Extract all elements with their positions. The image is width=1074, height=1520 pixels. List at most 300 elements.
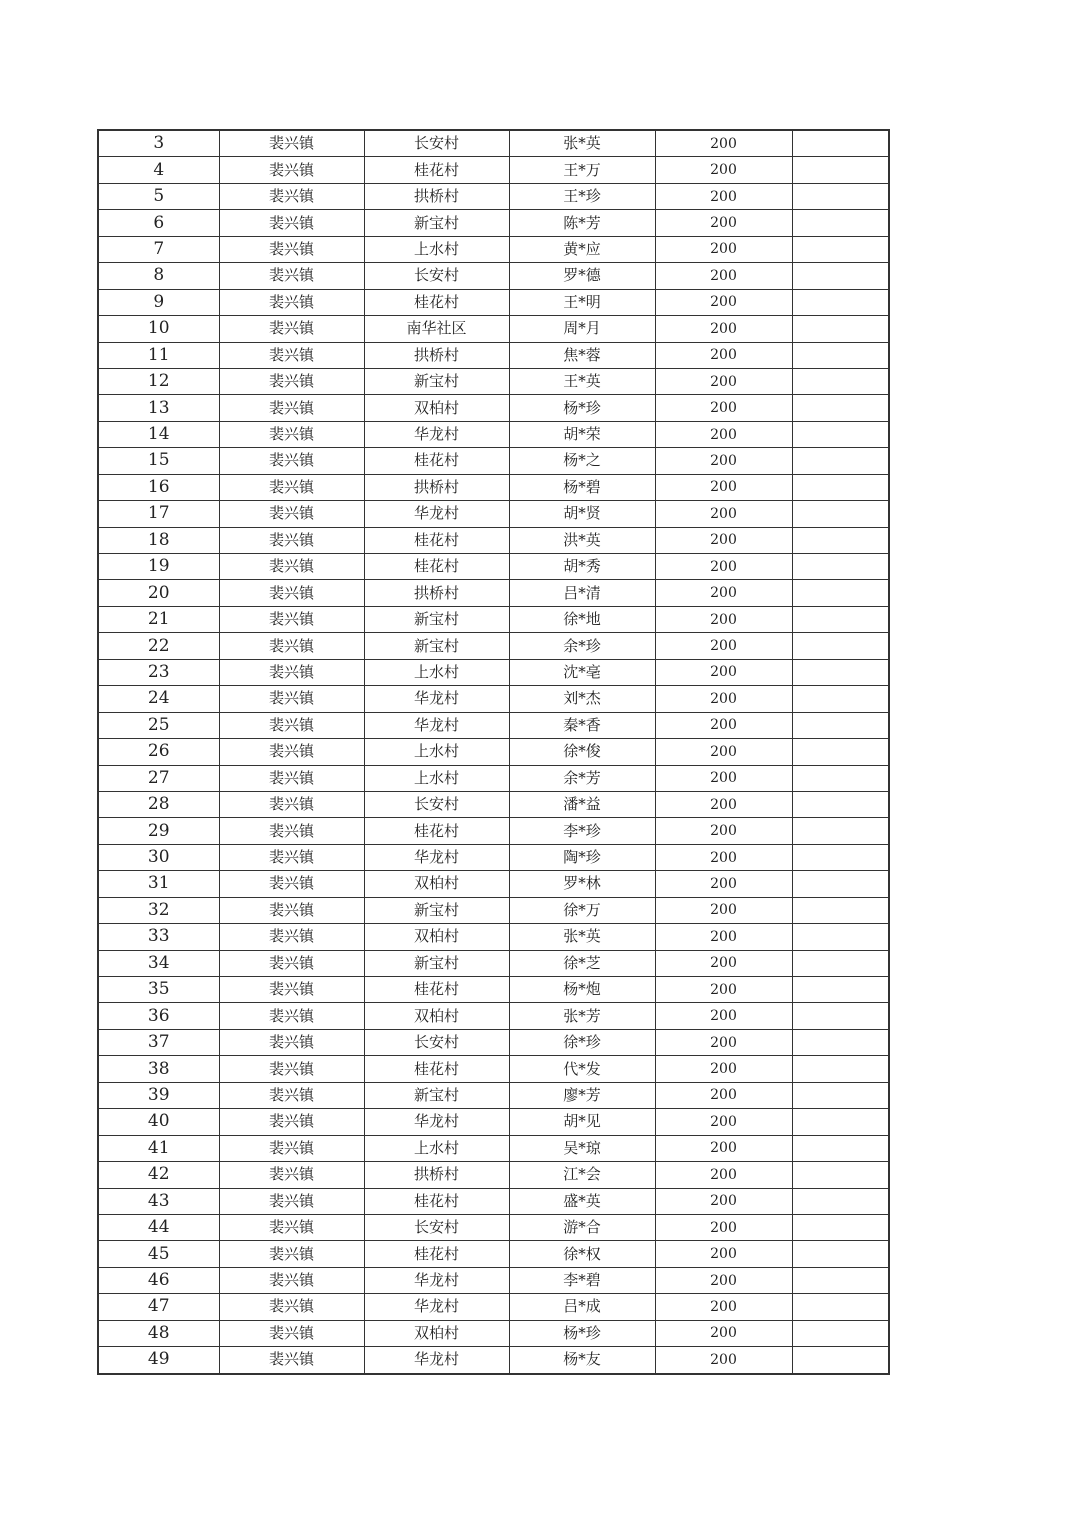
- cell-amount: 200: [655, 1003, 792, 1029]
- cell-person-name: 江*会: [509, 1162, 655, 1188]
- cell-village: 桂花村: [364, 1056, 509, 1082]
- cell-note: [792, 1267, 889, 1293]
- table-row: [98, 342, 889, 368]
- cell-person-name: 刘*杰: [509, 686, 655, 712]
- cell-village: 长安村: [364, 791, 509, 817]
- cell-village: 长安村: [364, 263, 509, 289]
- cell-town: 裴兴镇: [219, 421, 364, 447]
- cell-amount: 200: [655, 950, 792, 976]
- table-row: [98, 263, 889, 289]
- table-row: [98, 897, 889, 923]
- cell-serial-number: 31: [98, 871, 219, 897]
- cell-note: [792, 474, 889, 500]
- cell-town: 裴兴镇: [219, 1347, 364, 1374]
- cell-town: 裴兴镇: [219, 210, 364, 236]
- cell-village: 长安村: [364, 130, 509, 157]
- table-row: [98, 236, 889, 262]
- cell-person-name: 杨*友: [509, 1347, 655, 1374]
- cell-village: 长安村: [364, 1029, 509, 1055]
- cell-person-name: 胡*见: [509, 1109, 655, 1135]
- cell-town: 裴兴镇: [219, 474, 364, 500]
- cell-person-name: 陶*珍: [509, 844, 655, 870]
- cell-serial-number: 10: [98, 316, 219, 342]
- cell-amount: 200: [655, 1267, 792, 1293]
- table-row: [98, 1214, 889, 1240]
- cell-village: 拱桥村: [364, 183, 509, 209]
- cell-note: [792, 263, 889, 289]
- cell-town: 裴兴镇: [219, 183, 364, 209]
- cell-note: [792, 448, 889, 474]
- cell-town: 裴兴镇: [219, 263, 364, 289]
- cell-amount: 200: [655, 474, 792, 500]
- cell-serial-number: 30: [98, 844, 219, 870]
- cell-village: 拱桥村: [364, 1162, 509, 1188]
- cell-village: 新宝村: [364, 606, 509, 632]
- cell-note: [792, 950, 889, 976]
- cell-town: 裴兴镇: [219, 765, 364, 791]
- cell-serial-number: 49: [98, 1347, 219, 1374]
- cell-note: [792, 924, 889, 950]
- cell-serial-number: 15: [98, 448, 219, 474]
- cell-amount: 200: [655, 289, 792, 315]
- table-row: [98, 686, 889, 712]
- cell-amount: 200: [655, 1188, 792, 1214]
- table-row: [98, 1294, 889, 1320]
- cell-person-name: 余*芳: [509, 765, 655, 791]
- cell-town: 裴兴镇: [219, 791, 364, 817]
- cell-note: [792, 633, 889, 659]
- cell-person-name: 盛*英: [509, 1188, 655, 1214]
- cell-serial-number: 9: [98, 289, 219, 315]
- table-row: [98, 210, 889, 236]
- cell-village: 上水村: [364, 1135, 509, 1161]
- cell-note: [792, 1162, 889, 1188]
- cell-note: [792, 1109, 889, 1135]
- cell-town: 裴兴镇: [219, 950, 364, 976]
- cell-note: [792, 765, 889, 791]
- cell-note: [792, 368, 889, 394]
- cell-serial-number: 11: [98, 342, 219, 368]
- cell-serial-number: 26: [98, 739, 219, 765]
- cell-serial-number: 47: [98, 1294, 219, 1320]
- cell-town: 裴兴镇: [219, 1162, 364, 1188]
- cell-person-name: 王*万: [509, 157, 655, 183]
- cell-town: 裴兴镇: [219, 871, 364, 897]
- cell-town: 裴兴镇: [219, 1241, 364, 1267]
- cell-amount: 200: [655, 791, 792, 817]
- cell-note: [792, 289, 889, 315]
- cell-amount: 200: [655, 316, 792, 342]
- cell-amount: 200: [655, 395, 792, 421]
- cell-serial-number: 29: [98, 818, 219, 844]
- cell-person-name: 李*珍: [509, 818, 655, 844]
- cell-amount: 200: [655, 765, 792, 791]
- cell-village: 华龙村: [364, 501, 509, 527]
- cell-person-name: 廖*芳: [509, 1082, 655, 1108]
- table-row: [98, 316, 889, 342]
- cell-village: 桂花村: [364, 527, 509, 553]
- cell-serial-number: 17: [98, 501, 219, 527]
- table-row: [98, 1188, 889, 1214]
- cell-serial-number: 8: [98, 263, 219, 289]
- cell-serial-number: 20: [98, 580, 219, 606]
- cell-note: [792, 977, 889, 1003]
- table-row: [98, 1320, 889, 1346]
- data-table: [97, 129, 890, 1375]
- cell-village: 新宝村: [364, 1082, 509, 1108]
- table-row: [98, 606, 889, 632]
- cell-person-name: 徐*珍: [509, 1029, 655, 1055]
- cell-town: 裴兴镇: [219, 1214, 364, 1240]
- cell-serial-number: 19: [98, 554, 219, 580]
- cell-village: 华龙村: [364, 712, 509, 738]
- cell-note: [792, 1241, 889, 1267]
- table-row: [98, 1082, 889, 1108]
- cell-serial-number: 48: [98, 1320, 219, 1346]
- cell-town: 裴兴镇: [219, 395, 364, 421]
- cell-town: 裴兴镇: [219, 501, 364, 527]
- cell-amount: 200: [655, 342, 792, 368]
- cell-note: [792, 1347, 889, 1374]
- cell-village: 拱桥村: [364, 342, 509, 368]
- cell-village: 桂花村: [364, 289, 509, 315]
- cell-town: 裴兴镇: [219, 527, 364, 553]
- cell-note: [792, 1003, 889, 1029]
- cell-note: [792, 844, 889, 870]
- table-row: [98, 1056, 889, 1082]
- cell-serial-number: 6: [98, 210, 219, 236]
- cell-note: [792, 659, 889, 685]
- cell-village: 华龙村: [364, 421, 509, 447]
- cell-town: 裴兴镇: [219, 1135, 364, 1161]
- cell-town: 裴兴镇: [219, 1109, 364, 1135]
- cell-village: 桂花村: [364, 448, 509, 474]
- cell-serial-number: 42: [98, 1162, 219, 1188]
- cell-amount: 200: [655, 1135, 792, 1161]
- cell-town: 裴兴镇: [219, 818, 364, 844]
- cell-town: 裴兴镇: [219, 157, 364, 183]
- cell-person-name: 徐*地: [509, 606, 655, 632]
- cell-person-name: 吴*琼: [509, 1135, 655, 1161]
- table-row: [98, 712, 889, 738]
- cell-note: [792, 1294, 889, 1320]
- cell-person-name: 王*英: [509, 368, 655, 394]
- table-row: [98, 765, 889, 791]
- cell-note: [792, 183, 889, 209]
- cell-serial-number: 21: [98, 606, 219, 632]
- cell-amount: 200: [655, 844, 792, 870]
- cell-village: 新宝村: [364, 897, 509, 923]
- cell-serial-number: 33: [98, 924, 219, 950]
- table-row: [98, 871, 889, 897]
- cell-serial-number: 45: [98, 1241, 219, 1267]
- cell-person-name: 杨*炮: [509, 977, 655, 1003]
- table-row: [98, 739, 889, 765]
- cell-village: 拱桥村: [364, 474, 509, 500]
- cell-amount: 200: [655, 1109, 792, 1135]
- cell-person-name: 张*英: [509, 130, 655, 157]
- cell-note: [792, 1135, 889, 1161]
- cell-note: [792, 157, 889, 183]
- cell-village: 南华社区: [364, 316, 509, 342]
- cell-person-name: 胡*荣: [509, 421, 655, 447]
- cell-amount: 200: [655, 897, 792, 923]
- cell-town: 裴兴镇: [219, 289, 364, 315]
- table-row: [98, 1135, 889, 1161]
- cell-person-name: 秦*香: [509, 712, 655, 738]
- cell-amount: 200: [655, 818, 792, 844]
- cell-village: 长安村: [364, 1214, 509, 1240]
- table-row: [98, 844, 889, 870]
- cell-person-name: 王*珍: [509, 183, 655, 209]
- table-row: [98, 950, 889, 976]
- cell-amount: 200: [655, 1320, 792, 1346]
- cell-amount: 200: [655, 580, 792, 606]
- cell-person-name: 徐*权: [509, 1241, 655, 1267]
- cell-serial-number: 14: [98, 421, 219, 447]
- table-row: [98, 1241, 889, 1267]
- cell-serial-number: 22: [98, 633, 219, 659]
- cell-amount: 200: [655, 1162, 792, 1188]
- cell-village: 上水村: [364, 236, 509, 262]
- cell-village: 华龙村: [364, 1109, 509, 1135]
- cell-note: [792, 871, 889, 897]
- cell-village: 新宝村: [364, 950, 509, 976]
- cell-town: 裴兴镇: [219, 1029, 364, 1055]
- cell-village: 桂花村: [364, 157, 509, 183]
- table-row: [98, 289, 889, 315]
- cell-serial-number: 34: [98, 950, 219, 976]
- cell-amount: 200: [655, 659, 792, 685]
- cell-person-name: 沈*亳: [509, 659, 655, 685]
- cell-amount: 200: [655, 130, 792, 157]
- cell-note: [792, 210, 889, 236]
- table-row: [98, 977, 889, 1003]
- cell-amount: 200: [655, 1294, 792, 1320]
- cell-note: [792, 1320, 889, 1346]
- table-row: [98, 818, 889, 844]
- cell-town: 裴兴镇: [219, 236, 364, 262]
- cell-town: 裴兴镇: [219, 977, 364, 1003]
- cell-serial-number: 27: [98, 765, 219, 791]
- cell-note: [792, 606, 889, 632]
- cell-note: [792, 395, 889, 421]
- cell-note: [792, 1214, 889, 1240]
- cell-note: [792, 818, 889, 844]
- cell-amount: 200: [655, 527, 792, 553]
- cell-village: 新宝村: [364, 210, 509, 236]
- cell-serial-number: 4: [98, 157, 219, 183]
- cell-amount: 200: [655, 1241, 792, 1267]
- cell-amount: 200: [655, 448, 792, 474]
- cell-person-name: 焦*蓉: [509, 342, 655, 368]
- cell-person-name: 罗*德: [509, 263, 655, 289]
- cell-village: 桂花村: [364, 1188, 509, 1214]
- cell-note: [792, 1188, 889, 1214]
- cell-person-name: 游*合: [509, 1214, 655, 1240]
- cell-village: 双柏村: [364, 1320, 509, 1346]
- cell-serial-number: 16: [98, 474, 219, 500]
- cell-town: 裴兴镇: [219, 316, 364, 342]
- cell-town: 裴兴镇: [219, 368, 364, 394]
- cell-person-name: 洪*英: [509, 527, 655, 553]
- cell-town: 裴兴镇: [219, 1082, 364, 1108]
- table-row: [98, 1029, 889, 1055]
- cell-note: [792, 739, 889, 765]
- cell-amount: 200: [655, 157, 792, 183]
- cell-village: 上水村: [364, 765, 509, 791]
- cell-serial-number: 28: [98, 791, 219, 817]
- cell-note: [792, 421, 889, 447]
- table-row: [98, 448, 889, 474]
- cell-person-name: 张*英: [509, 924, 655, 950]
- cell-town: 裴兴镇: [219, 686, 364, 712]
- cell-note: [792, 554, 889, 580]
- cell-note: [792, 686, 889, 712]
- cell-person-name: 周*月: [509, 316, 655, 342]
- cell-person-name: 王*明: [509, 289, 655, 315]
- cell-amount: 200: [655, 633, 792, 659]
- cell-town: 裴兴镇: [219, 739, 364, 765]
- cell-person-name: 余*珍: [509, 633, 655, 659]
- cell-amount: 200: [655, 421, 792, 447]
- table-row: [98, 527, 889, 553]
- table-row: [98, 1347, 889, 1374]
- cell-amount: 200: [655, 1214, 792, 1240]
- table-row: [98, 1003, 889, 1029]
- cell-town: 裴兴镇: [219, 1320, 364, 1346]
- cell-person-name: 杨*珍: [509, 1320, 655, 1346]
- table-row: [98, 580, 889, 606]
- cell-amount: 200: [655, 606, 792, 632]
- cell-town: 裴兴镇: [219, 633, 364, 659]
- cell-person-name: 吕*清: [509, 580, 655, 606]
- cell-amount: 200: [655, 871, 792, 897]
- cell-village: 华龙村: [364, 1294, 509, 1320]
- table-row: [98, 183, 889, 209]
- table-row: [98, 633, 889, 659]
- table-row: [98, 395, 889, 421]
- cell-town: 裴兴镇: [219, 448, 364, 474]
- cell-note: [792, 1029, 889, 1055]
- cell-person-name: 黄*应: [509, 236, 655, 262]
- cell-note: [792, 316, 889, 342]
- cell-village: 桂花村: [364, 1241, 509, 1267]
- cell-village: 华龙村: [364, 686, 509, 712]
- cell-person-name: 徐*芝: [509, 950, 655, 976]
- cell-town: 裴兴镇: [219, 130, 364, 157]
- cell-amount: 200: [655, 1082, 792, 1108]
- cell-village: 上水村: [364, 739, 509, 765]
- cell-serial-number: 25: [98, 712, 219, 738]
- cell-note: [792, 712, 889, 738]
- cell-amount: 200: [655, 183, 792, 209]
- cell-village: 双柏村: [364, 871, 509, 897]
- cell-note: [792, 342, 889, 368]
- cell-serial-number: 41: [98, 1135, 219, 1161]
- cell-village: 新宝村: [364, 368, 509, 394]
- cell-serial-number: 32: [98, 897, 219, 923]
- cell-town: 裴兴镇: [219, 1294, 364, 1320]
- cell-serial-number: 23: [98, 659, 219, 685]
- cell-serial-number: 13: [98, 395, 219, 421]
- cell-amount: 200: [655, 924, 792, 950]
- cell-note: [792, 527, 889, 553]
- cell-town: 裴兴镇: [219, 1267, 364, 1293]
- cell-amount: 200: [655, 368, 792, 394]
- cell-serial-number: 43: [98, 1188, 219, 1214]
- cell-person-name: 张*芳: [509, 1003, 655, 1029]
- cell-person-name: 杨*珍: [509, 395, 655, 421]
- cell-note: [792, 1082, 889, 1108]
- cell-town: 裴兴镇: [219, 342, 364, 368]
- cell-note: [792, 1056, 889, 1082]
- cell-person-name: 陈*芳: [509, 210, 655, 236]
- cell-town: 裴兴镇: [219, 659, 364, 685]
- cell-amount: 200: [655, 977, 792, 1003]
- cell-town: 裴兴镇: [219, 580, 364, 606]
- cell-amount: 200: [655, 210, 792, 236]
- cell-serial-number: 40: [98, 1109, 219, 1135]
- cell-serial-number: 37: [98, 1029, 219, 1055]
- cell-village: 华龙村: [364, 1267, 509, 1293]
- cell-serial-number: 39: [98, 1082, 219, 1108]
- table-row: [98, 130, 889, 157]
- cell-amount: 200: [655, 263, 792, 289]
- cell-town: 裴兴镇: [219, 606, 364, 632]
- table-row: [98, 501, 889, 527]
- cell-serial-number: 12: [98, 368, 219, 394]
- cell-town: 裴兴镇: [219, 554, 364, 580]
- table-row: [98, 368, 889, 394]
- cell-serial-number: 24: [98, 686, 219, 712]
- cell-person-name: 吕*成: [509, 1294, 655, 1320]
- cell-town: 裴兴镇: [219, 712, 364, 738]
- table-row: [98, 1162, 889, 1188]
- table-row: [98, 659, 889, 685]
- cell-person-name: 代*发: [509, 1056, 655, 1082]
- cell-village: 华龙村: [364, 844, 509, 870]
- cell-serial-number: 35: [98, 977, 219, 1003]
- table-body: [98, 130, 889, 1374]
- table-row: [98, 474, 889, 500]
- cell-person-name: 胡*贤: [509, 501, 655, 527]
- cell-town: 裴兴镇: [219, 1003, 364, 1029]
- cell-serial-number: 3: [98, 130, 219, 157]
- cell-note: [792, 580, 889, 606]
- table-row: [98, 1109, 889, 1135]
- table-row: [98, 157, 889, 183]
- cell-person-name: 杨*之: [509, 448, 655, 474]
- cell-person-name: 胡*秀: [509, 554, 655, 580]
- cell-amount: 200: [655, 1056, 792, 1082]
- cell-amount: 200: [655, 739, 792, 765]
- cell-person-name: 罗*林: [509, 871, 655, 897]
- cell-note: [792, 236, 889, 262]
- cell-person-name: 潘*益: [509, 791, 655, 817]
- cell-town: 裴兴镇: [219, 1056, 364, 1082]
- cell-amount: 200: [655, 501, 792, 527]
- cell-town: 裴兴镇: [219, 924, 364, 950]
- cell-village: 双柏村: [364, 924, 509, 950]
- cell-village: 桂花村: [364, 554, 509, 580]
- cell-note: [792, 897, 889, 923]
- cell-serial-number: 36: [98, 1003, 219, 1029]
- cell-serial-number: 46: [98, 1267, 219, 1293]
- cell-village: 华龙村: [364, 1347, 509, 1374]
- cell-village: 桂花村: [364, 977, 509, 1003]
- cell-person-name: 徐*万: [509, 897, 655, 923]
